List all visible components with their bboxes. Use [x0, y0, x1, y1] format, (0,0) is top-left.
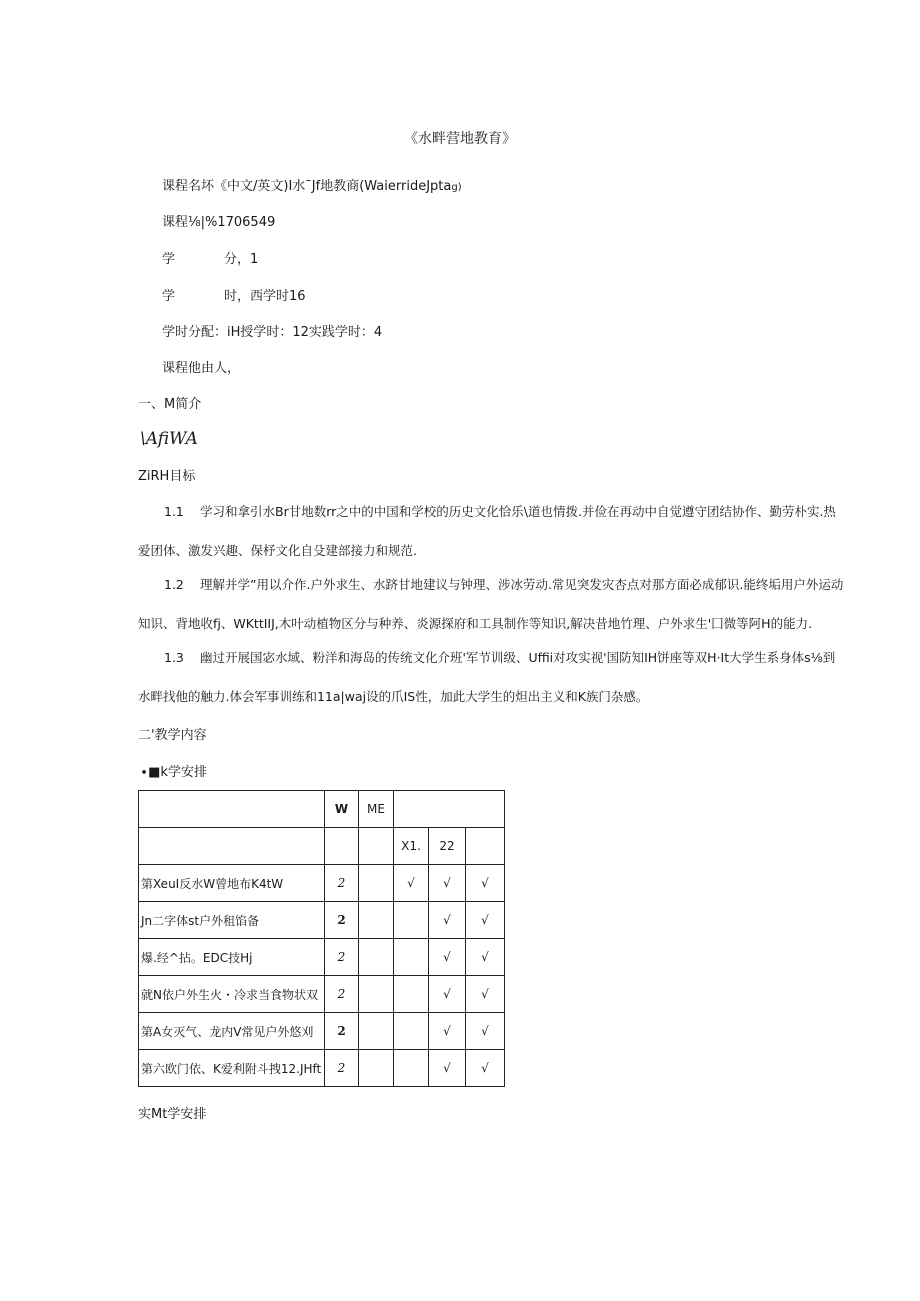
table-header-row — [139, 791, 505, 828]
goal-1-1 — [138, 492, 844, 570]
document-title: 《水畔营地教育》 — [404, 131, 516, 147]
row-hours: 2 — [325, 1050, 359, 1087]
credit-label-2: 分，1 — [224, 252, 259, 267]
row-hours: 2 — [325, 976, 359, 1013]
row-check-3: √ — [466, 1013, 505, 1050]
goal-text: 理解并学”用以介作.户外求生、水跻甘地建议与钟理、涉冰劳动.常见突发灾杏点对那方面必成郁识.能终垢用户外运动知识、背地收fj、WKttIIJ,木叶动植物区分与种养、炎源探府和工具制作等知识,解决昔地竹理、户外求生'囗微等阿H的能力. — [138, 577, 844, 631]
row-check-3: √ — [466, 902, 505, 939]
table-row — [139, 1050, 505, 1087]
row-check-2: √ — [429, 1013, 466, 1050]
row-chapter-name: 第XeuI反水W曾地布K4tW — [139, 865, 325, 902]
italic-heading: \AfiWA — [140, 429, 198, 449]
table-row — [139, 902, 505, 939]
course-name-text: 课程名坏《中文/英文)I水¯Jf地教商(WaierrideJpta — [162, 179, 452, 194]
theory-schedule-heading: ∙■k学安排 — [140, 765, 207, 780]
row-check-2: √ — [429, 902, 466, 939]
row-check-3: √ — [466, 976, 505, 1013]
row-check-1 — [394, 1050, 429, 1087]
table-subheader-blank — [359, 828, 394, 865]
row-chapter-name: 第A女灭气、龙内V常见户外悠刈 — [139, 1013, 325, 1050]
row-blank-cell — [359, 1050, 394, 1087]
row-hours: 2 — [325, 1013, 359, 1050]
row-check-1: √ — [394, 865, 429, 902]
table-subheader-1: X1. — [394, 828, 429, 865]
table-subheader-row — [139, 828, 505, 865]
row-check-3: √ — [466, 865, 505, 902]
course-code: 课程⅛|%1706549 — [162, 215, 276, 230]
row-hours: 2 — [325, 939, 359, 976]
goal-number: 1.3 — [164, 650, 184, 665]
course-responsible: 课程他由人， — [162, 361, 241, 376]
credit-line — [162, 248, 258, 267]
row-chapter-name: 爆.经^拈。EDC技Hj — [139, 939, 325, 976]
table-subheader-3 — [466, 828, 505, 865]
row-check-1 — [394, 939, 429, 976]
row-hours: 2 — [325, 902, 359, 939]
table-header-span — [394, 791, 505, 828]
table-header-w: W — [325, 791, 359, 828]
table-row — [139, 865, 505, 902]
goals-heading: ZiRH目标 — [138, 469, 196, 484]
hours-line — [162, 285, 306, 304]
row-blank-cell — [359, 902, 394, 939]
row-blank-cell — [359, 939, 394, 976]
row-chapter-name: 第六欧门依、K爱利附斗拽12.JHft — [139, 1050, 325, 1087]
course-name-line — [162, 175, 462, 194]
table-row — [139, 1013, 505, 1050]
row-blank-cell — [359, 865, 394, 902]
row-chapter-name: Jn二字体st户外租馅备 — [139, 902, 325, 939]
goal-number: 1.1 — [164, 504, 184, 519]
credit-label-1: 学 — [162, 252, 176, 267]
row-check-2: √ — [429, 1050, 466, 1087]
row-check-3: √ — [466, 1050, 505, 1087]
section-one-heading: 一、M简介 — [138, 397, 202, 412]
hours-label-1: 学 — [162, 289, 176, 304]
table-row — [139, 976, 505, 1013]
row-blank-cell — [359, 976, 394, 1013]
row-check-2: √ — [429, 865, 466, 902]
table-row — [139, 939, 505, 976]
table-subheader-blank — [325, 828, 359, 865]
row-blank-cell — [359, 1013, 394, 1050]
row-chapter-name: 就N依户外生火・冷求当食物状双 — [139, 976, 325, 1013]
row-check-1 — [394, 976, 429, 1013]
table-header-blank — [139, 791, 325, 828]
section-two-heading: 二'教学内容 — [138, 728, 207, 743]
table-subheader-blank — [139, 828, 325, 865]
goal-1-2 — [138, 565, 844, 643]
goal-text: 幽过开展国宓水域、粉洋和海岛的传统文化介班'军节训级、Uffii对攻实视'国防知IH饼座等双H⋅It大学生系身体s⅛到水畔找他的触力.体会军事训练和11a|waj设的爪IS性，加此大学生的炟出主义和K族门杂感。 — [138, 650, 836, 704]
goal-text: 学习和拿引水Br甘地数rr之中的中国和学校的历史文化恰乐\道也情拨.并俭在再动中自觉遵守团结协作、勤劳朴实.热爱团体、激发兴趣、保杼文化自殳建部接力和规范. — [138, 504, 836, 558]
hours-label-2: 时，西学时16 — [224, 289, 306, 304]
row-check-1 — [394, 1013, 429, 1050]
row-check-1 — [394, 902, 429, 939]
course-name-tail: g) — [451, 182, 462, 193]
row-check-3: √ — [466, 939, 505, 976]
schedule-table — [138, 790, 505, 1087]
hours-split: 学时分配：iH授学时：12实践学时：4 — [162, 325, 383, 340]
row-check-2: √ — [429, 939, 466, 976]
table-subheader-2: 22 — [429, 828, 466, 865]
practice-schedule-heading: 实Mt学安排 — [138, 1107, 207, 1122]
goal-number: 1.2 — [164, 577, 184, 592]
table-header-m: ME — [359, 791, 394, 828]
row-check-2: √ — [429, 976, 466, 1013]
row-hours: 2 — [325, 865, 359, 902]
goal-1-3 — [138, 638, 844, 716]
